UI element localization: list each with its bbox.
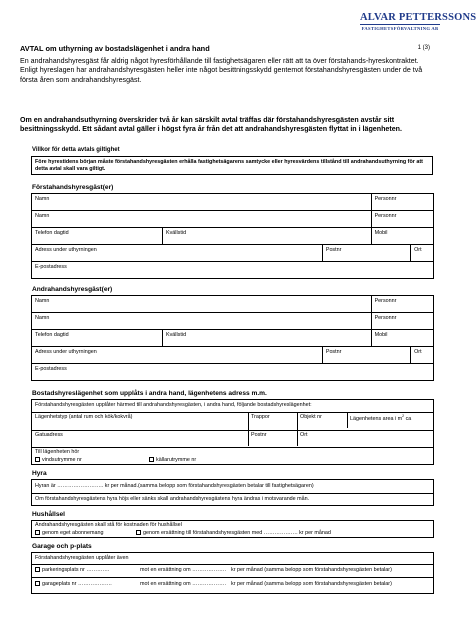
- attic-checkbox[interactable]: [35, 457, 40, 462]
- cellar-option[interactable]: [149, 457, 196, 463]
- rent-adjust-line: Om förstahandshyresgästens hyra höjs eller sänks skall andrahandshyresgästens hyra ändras i motsvarande mån.: [35, 496, 310, 502]
- field-label: Ort: [414, 349, 422, 355]
- apartment-postnr-label: Postnr: [251, 432, 267, 438]
- first-evening-field[interactable]: [163, 228, 372, 245]
- second-tenant-heading: Andrahandshyresgäst(er): [32, 286, 113, 293]
- garage-fee-note: kr per månad (samma belopp som förstahandshyresgästen betalar): [231, 581, 392, 587]
- second-personnr-field[interactable]: [371, 296, 433, 313]
- area-text: Lägenhetens area i m: [350, 415, 403, 422]
- divider: [32, 430, 433, 431]
- divider: [32, 564, 433, 565]
- field-label: Ort: [414, 247, 422, 253]
- first-tenant-heading: Förstahandshyresgäst(er): [32, 184, 114, 191]
- rent-heading: Hyra: [32, 470, 47, 477]
- rent-amount-line: Hyran är …………………….. kr per månad.(samma belopp som förstahandshyresgästen betalar till fastighetsägaren): [35, 483, 314, 489]
- divider: [347, 412, 348, 428]
- cellar-checkbox[interactable]: [149, 457, 154, 462]
- apartment-box: [31, 399, 434, 465]
- belongs-label: Till lägenheten hör: [35, 449, 80, 455]
- field-label: Kvällstid: [166, 230, 187, 236]
- second-mobile-field[interactable]: [371, 330, 433, 347]
- second-name-field[interactable]: [32, 296, 372, 313]
- apartment-intro: Förstahandshyresgästen upplåter härmed till andrahandshyresgästen, i andra hand, följande bostadshyreslägenhet:: [35, 402, 312, 408]
- field-label: E-postadress: [35, 366, 67, 372]
- garage-option[interactable]: [35, 581, 112, 587]
- own-subscription-checkbox[interactable]: [35, 530, 40, 535]
- area-suffix: ca: [404, 415, 412, 422]
- divider: [248, 412, 249, 446]
- field-label: Mobil: [374, 332, 388, 338]
- attic-label: vindsutrymme nr: [42, 457, 82, 463]
- second-evening-field[interactable]: [163, 330, 372, 347]
- garage-label: garageplats nr ……………….: [42, 581, 112, 587]
- second-personnr-field-2[interactable]: [371, 313, 433, 330]
- validity-label: Villkor för detta avtals giltighet: [32, 147, 120, 153]
- divider: [297, 412, 298, 446]
- logo-main-text: ALVAR PETTERSSONS: [360, 12, 476, 23]
- divider: [32, 493, 433, 494]
- garage-heading: Garage och p-plats: [32, 543, 92, 550]
- divider: [32, 577, 433, 578]
- field-label: Namn: [35, 213, 50, 219]
- area-label: [350, 414, 411, 422]
- garage-box: [31, 552, 434, 594]
- second-address-field[interactable]: [32, 347, 323, 364]
- own-subscription-label: genom eget abonnemang: [42, 530, 104, 536]
- divider: [32, 447, 433, 448]
- first-email-field[interactable]: [32, 262, 434, 279]
- first-name-field[interactable]: [32, 194, 372, 211]
- field-label: Mobil: [374, 230, 388, 236]
- field-label: Namn: [35, 298, 50, 304]
- second-postnr-field[interactable]: [322, 347, 410, 364]
- object-label: Objekt nr: [300, 414, 322, 420]
- first-ort-field[interactable]: [411, 245, 434, 262]
- divider: [32, 412, 433, 413]
- field-label: Adress under uthyrningen: [35, 349, 97, 355]
- street-address-label: Gatuadress: [35, 432, 63, 438]
- stairs-label: Trappor: [251, 414, 270, 420]
- second-email-field[interactable]: [32, 364, 434, 381]
- parking-fee-text: mot en ersättning om ……………….: [140, 567, 226, 573]
- cellar-label: källarutrymme nr: [156, 457, 197, 463]
- area-unit: 2: [402, 414, 405, 418]
- second-phone-field[interactable]: [32, 330, 163, 347]
- second-ort-field[interactable]: [411, 347, 434, 364]
- first-name-field-2[interactable]: [32, 211, 372, 228]
- household-heading: Hushållsel: [32, 511, 65, 518]
- field-label: Telefon dagtid: [35, 230, 69, 236]
- first-tenant-table: [31, 193, 434, 279]
- apartment-type-label: Lägenhetstyp (antal rum och kök/kokvrå): [35, 414, 133, 420]
- second-tenant-table: [31, 295, 434, 381]
- field-label: Postnr: [325, 247, 342, 253]
- first-postnr-field[interactable]: [322, 245, 410, 262]
- parking-fee-note: kr per månad (samma belopp som förstahandshyresgästen betalar): [231, 567, 392, 573]
- company-logo: [360, 12, 476, 38]
- logo-sub-text: FASTIGHETSFÖRVALTNING AB: [361, 26, 439, 31]
- apartment-heading: Bostadshyreslägenhet som upplåts i andra hand, lägenhetens adress m.m.: [32, 390, 267, 397]
- page-number: 1 (3): [417, 45, 430, 51]
- intro-paragraph: En andrahandshyresgäst får aldrig något hyresförhållande till fastighetsägaren eller rätt att ta över förstahands-hyreskontraktet. Enligt hyreslagen har andrahandshyresgästen heller inte något besittningsskydd gentemot förstahandshyresgästen under de två första åren som andrahandshyresgäst.: [20, 57, 423, 84]
- field-label: E-postadress: [35, 264, 67, 270]
- household-box: [31, 520, 434, 538]
- parking-option[interactable]: [35, 567, 109, 573]
- logo-rule: [360, 24, 440, 25]
- first-personnr-field-2[interactable]: [371, 211, 433, 228]
- compensation-checkbox[interactable]: [136, 530, 141, 535]
- household-intro: Andrahandshyresgästen skall stå för kostnaden för hushållsel: [35, 522, 182, 528]
- rent-box: [31, 479, 434, 506]
- field-label: Adress under uthyrningen: [35, 247, 97, 253]
- field-label: Namn: [35, 196, 50, 202]
- field-label: Kvällstid: [166, 332, 187, 338]
- garage-intro: Förstahandshyresgästen upplåter även: [35, 555, 129, 561]
- field-label: Personnr: [374, 196, 397, 202]
- own-subscription-option[interactable]: [35, 530, 103, 536]
- garage-checkbox[interactable]: [35, 581, 40, 586]
- compensation-option[interactable]: [136, 530, 331, 536]
- garage-fee-text: mot en ersättning om ……………….: [140, 581, 226, 587]
- second-name-field-2[interactable]: [32, 313, 372, 330]
- attic-option[interactable]: [35, 457, 82, 463]
- parking-checkbox[interactable]: [35, 567, 40, 572]
- intro-paragraph-bold: Om en andrahandsuthyrning överskrider två år kan särskilt avtal träffas där förstahandshyresgästen avstår sitt besittningsskydd. Ett sådant avtal gäller i högst fyra år från det att andrahandshyresgästen flyttat in i lägenheten.: [20, 116, 402, 134]
- field-label: Personnr: [374, 213, 397, 219]
- field-label: Personnr: [374, 298, 397, 304]
- field-label: Namn: [35, 315, 50, 321]
- first-personnr-field[interactable]: [371, 194, 433, 211]
- compensation-label: genom ersättning till förstahandshyresgästen med ………………. kr per månad: [143, 530, 331, 536]
- field-label: Telefon dagtid: [35, 332, 69, 338]
- first-mobile-field[interactable]: [371, 228, 433, 245]
- apartment-ort-label: Ort: [300, 432, 308, 438]
- parking-label: parkeringsplats nr ………….: [42, 567, 110, 573]
- field-label: Personnr: [374, 315, 397, 321]
- validity-note: Före hyrestidens början måste förstahandshyresgästen erhålla fastighetsägarens samtycke eller hyresvärdens tillstånd till andrahandsuthyrning för att detta avtal skall vara giltigt.: [31, 156, 433, 175]
- document-title: AVTAL om uthyrning av bostadslägenhet i andra hand: [20, 44, 210, 53]
- first-phone-field[interactable]: [32, 228, 163, 245]
- first-address-field[interactable]: [32, 245, 323, 262]
- field-label: Postnr: [325, 349, 342, 355]
